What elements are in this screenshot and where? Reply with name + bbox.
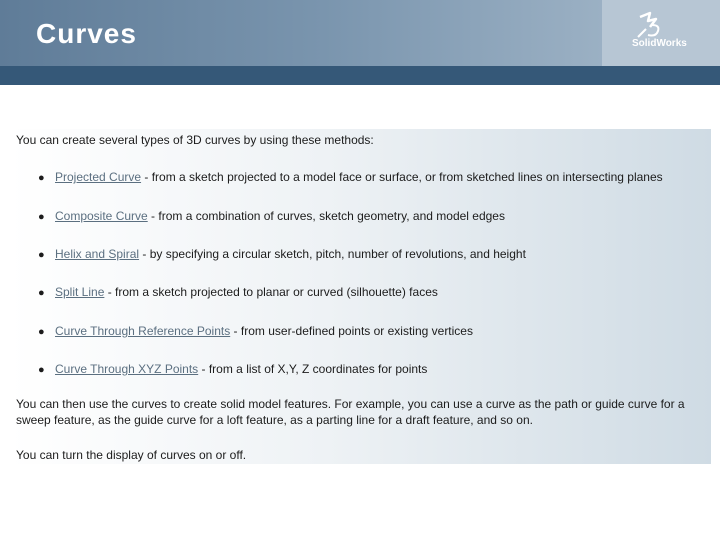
page-title: Curves bbox=[36, 18, 137, 49]
title-bar bbox=[0, 0, 720, 66]
bullet-icon: ● bbox=[38, 249, 45, 261]
method-description: - from user-defined points or existing vertices bbox=[230, 324, 473, 338]
curve-reference-points-link[interactable]: Curve Through Reference Points bbox=[55, 324, 231, 338]
method-description: - from a combination of curves, sketch geometry, and model edges bbox=[147, 209, 505, 223]
method-description: - from a list of X,Y, Z coordinates for points bbox=[198, 362, 428, 376]
method-description: - from a sketch projected to planar or curved (silhouette) faces bbox=[104, 285, 438, 299]
method-description: - from a sketch projected to a model face or surface, or from sketched lines on intersecting planes bbox=[141, 170, 663, 184]
list-item bbox=[38, 285, 438, 299]
split-line-link[interactable]: Split Line bbox=[55, 285, 105, 299]
list-item bbox=[38, 324, 473, 338]
content-panel bbox=[10, 129, 711, 464]
bullet-icon: ● bbox=[38, 287, 45, 299]
list-item bbox=[38, 209, 505, 223]
projected-curve-link[interactable]: Projected Curve bbox=[55, 170, 142, 184]
header-band bbox=[0, 66, 720, 85]
helix-spiral-link[interactable]: Helix and Spiral bbox=[55, 247, 140, 261]
list-item bbox=[38, 170, 663, 184]
ds-logo-icon bbox=[636, 11, 664, 39]
bullet-icon: ● bbox=[38, 364, 45, 376]
bullet-icon: ● bbox=[38, 326, 45, 338]
usage-paragraph: You can then use the curves to create solid model features. For example, you can use a curve as the path or guide curve for a sweep feature, as the guide curve for a loft feature, as a parting line for a draft feature, and so on. bbox=[16, 397, 685, 427]
display-paragraph: You can turn the display of curves on or off. bbox=[16, 448, 247, 462]
curve-xyz-points-link[interactable]: Curve Through XYZ Points bbox=[55, 362, 199, 376]
logo-text: SolidWorks bbox=[632, 38, 687, 49]
bullet-icon: ● bbox=[38, 172, 45, 184]
logo bbox=[602, 0, 720, 66]
intro-text: You can create several types of 3D curves by using these methods: bbox=[16, 133, 374, 147]
composite-curve-link[interactable]: Composite Curve bbox=[55, 209, 148, 223]
method-description: - by specifying a circular sketch, pitch, number of revolutions, and height bbox=[139, 247, 526, 261]
list-item bbox=[38, 247, 526, 261]
bullet-icon: ● bbox=[38, 211, 45, 223]
list-item bbox=[38, 362, 427, 376]
